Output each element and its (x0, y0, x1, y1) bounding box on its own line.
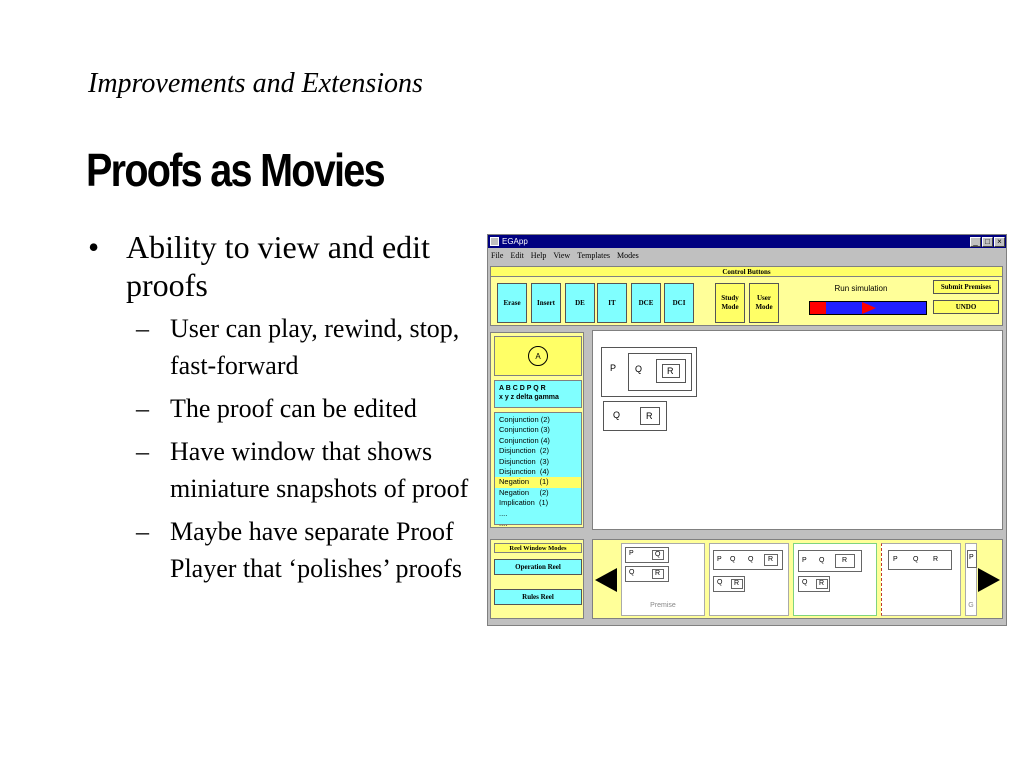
fast-forward-arrow-icon[interactable] (978, 568, 1000, 592)
graph-letter[interactable]: Q (613, 410, 621, 420)
rewind-arrow-icon[interactable] (595, 568, 617, 592)
graph-cut[interactable] (601, 347, 697, 397)
maximize-button[interactable]: □ (982, 237, 993, 247)
reel-frame-current[interactable] (793, 543, 877, 616)
reel-frame[interactable] (881, 543, 961, 616)
mini-letter: R (768, 556, 774, 563)
mini-letter: R (819, 580, 825, 587)
proof-canvas[interactable] (592, 330, 1003, 530)
run-simulation-bar[interactable] (809, 301, 927, 315)
symbols-line[interactable]: A B C D P Q R (499, 385, 546, 392)
mini-cut (798, 576, 830, 592)
de-button[interactable]: DE (565, 283, 595, 323)
mini-cut (967, 550, 977, 568)
subbullet-item (136, 310, 488, 384)
menubar (488, 248, 1006, 262)
play-icon[interactable] (862, 302, 876, 314)
film-reel (592, 539, 1003, 619)
mini-letter: P (893, 556, 898, 563)
rule-item[interactable]: .... (499, 519, 508, 529)
cut-tool-box[interactable] (494, 336, 582, 376)
subbullet-text: Have window that shows miniature snapshots of proof (170, 437, 469, 503)
subbullet-item (136, 513, 488, 587)
menu-edit[interactable]: Edit (510, 250, 524, 260)
stop-marker[interactable] (810, 302, 826, 314)
cut-circle-icon[interactable]: A (528, 346, 548, 366)
bullet-item (88, 228, 488, 304)
mini-cut (713, 550, 783, 570)
rule-item[interactable]: Disjunction (2) (499, 446, 550, 456)
graph-cut[interactable] (662, 364, 680, 378)
mini-letter: Q (748, 556, 754, 563)
mini-letter: R (734, 580, 740, 587)
reel-frame-partial[interactable] (965, 543, 977, 616)
mini-letter: R (933, 556, 939, 563)
mini-letter: Q (717, 579, 723, 586)
it-button[interactable]: IT (597, 283, 627, 323)
submit-premises-button[interactable]: Submit Premises (933, 280, 999, 294)
mini-cut (798, 550, 862, 572)
operation-reel-button[interactable]: Operation Reel (494, 559, 582, 575)
symbol-palette[interactable] (494, 380, 582, 408)
rules-reel-button[interactable]: Rules Reel (494, 589, 582, 605)
rule-item[interactable]: Disjunction (3) (499, 456, 550, 466)
undo-button[interactable]: UNDO (933, 300, 999, 314)
dash: – (136, 394, 149, 423)
subbullet-text: User can play, rewind, stop, fast-forward (170, 314, 460, 380)
app-icon (490, 237, 499, 246)
symbols-line[interactable]: x y z delta gamma (499, 394, 559, 401)
window-titlebar[interactable] (488, 235, 1006, 248)
graph-cut[interactable] (603, 401, 667, 431)
bullet-list (88, 228, 488, 593)
minimize-button[interactable]: _ (970, 237, 981, 247)
rule-list (494, 412, 582, 529)
subbullet-list (136, 310, 488, 587)
dash: – (136, 314, 149, 343)
menu-templates[interactable]: Templates (577, 250, 610, 260)
palette-panel (490, 332, 584, 528)
mini-letter: Q (730, 556, 736, 563)
mini-letter: P (802, 557, 807, 564)
menu-help[interactable]: Help (530, 250, 547, 260)
reel-mode-header: Reel Window Modes (494, 543, 582, 553)
mini-cut (731, 579, 743, 589)
mini-cut (835, 554, 855, 568)
study-mode-button[interactable]: Study Mode (715, 283, 745, 323)
graph-letter[interactable]: R (667, 366, 674, 376)
bullet-dot: • (88, 229, 100, 265)
frame-caption: Premise (650, 602, 676, 609)
mini-cut (713, 576, 745, 592)
mini-letter: Q (655, 551, 661, 558)
dash: – (136, 437, 149, 466)
mini-letter: Q (913, 556, 919, 563)
mini-letter: Q (802, 579, 808, 586)
mini-letter: Q (819, 557, 825, 564)
graph-cut[interactable] (656, 359, 686, 383)
subbullet-item (136, 390, 488, 427)
reel-frame[interactable] (709, 543, 789, 616)
mini-cut (652, 569, 664, 579)
mini-letter: P (717, 556, 722, 563)
menu-file[interactable]: File (491, 250, 504, 260)
rule-item[interactable]: Conjunction (4) (499, 435, 550, 445)
reel-frame[interactable] (621, 543, 705, 616)
control-header: Control Buttons (491, 267, 1002, 277)
menu-modes[interactable]: Modes (616, 250, 639, 260)
frame-caption: G (968, 602, 974, 609)
mini-cut (888, 550, 952, 570)
rule-item[interactable]: Disjunction (4) (499, 467, 550, 477)
mini-letter: P (629, 550, 634, 557)
rule-item-selected[interactable]: Negation (1) (495, 477, 581, 487)
dci-button[interactable]: DCI (664, 283, 694, 323)
rule-item[interactable]: Negation (2) (499, 487, 549, 497)
mini-letter: P (969, 554, 974, 561)
subbullet-item (136, 433, 488, 507)
mini-cut (816, 579, 828, 589)
mini-cut (764, 554, 778, 566)
window-title: EGApp (502, 237, 528, 246)
graph-letter[interactable]: Q (635, 364, 643, 374)
graph-cut[interactable] (628, 353, 692, 391)
graph-letter[interactable]: R (646, 411, 653, 421)
run-simulation-label: Run simulation (834, 284, 888, 293)
rule-item[interactable]: Conjunction (2) (499, 415, 550, 424)
bullet-text: Ability to view and edit proofs (126, 229, 430, 303)
mini-letter: R (655, 570, 661, 577)
rule-item[interactable]: Conjunction (3) (499, 425, 550, 435)
mini-cut (625, 547, 669, 563)
mini-letter: Q (629, 569, 635, 576)
graph-letter[interactable]: P (610, 363, 617, 373)
subbullet-text: Maybe have separate Proof Player that ‘polishes’ proofs (170, 517, 462, 583)
rule-item[interactable]: .... (499, 508, 508, 518)
reel-mode-panel (490, 539, 584, 619)
insert-button[interactable]: Insert (531, 283, 561, 323)
erase-button[interactable]: Erase (497, 283, 527, 323)
dce-button[interactable]: DCE (631, 283, 661, 323)
graph-cut[interactable] (640, 407, 660, 425)
mini-letter: R (842, 557, 848, 564)
slide-title: Proofs as Movies (86, 144, 384, 196)
close-button[interactable]: × (994, 237, 1005, 247)
subbullet-text: The proof can be edited (170, 394, 417, 423)
egapp-window (487, 234, 1007, 626)
rule-item[interactable]: Implication (1) (499, 498, 549, 508)
mini-cut (625, 566, 669, 582)
mini-cut (652, 550, 664, 560)
dash: – (136, 517, 149, 546)
slide-subtitle: Improvements and Extensions (88, 68, 423, 99)
user-mode-button[interactable]: User Mode (749, 283, 779, 323)
control-panel (490, 266, 1003, 326)
menu-view[interactable]: View (553, 250, 571, 260)
